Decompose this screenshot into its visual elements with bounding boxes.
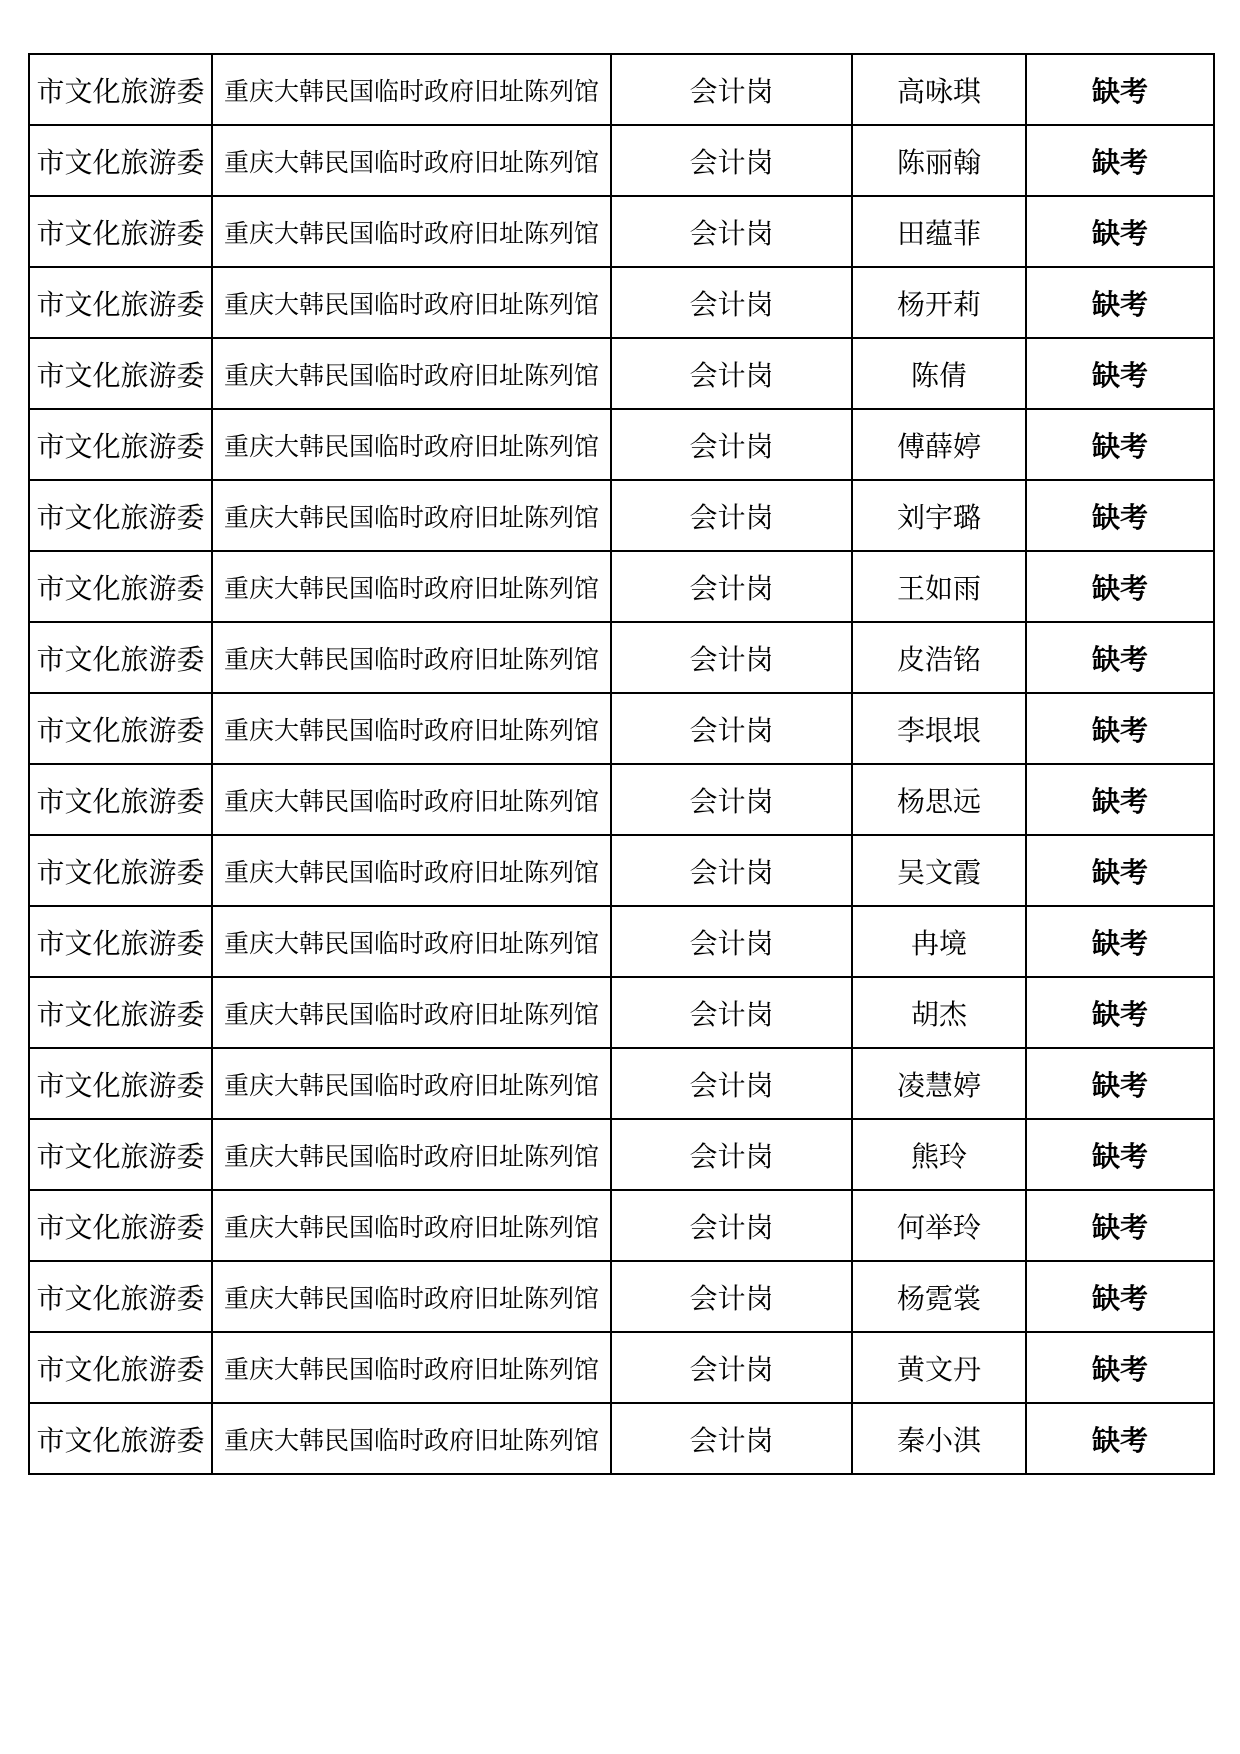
unit-cell: 重庆大韩民国临时政府旧址陈列馆: [212, 835, 611, 906]
candidate-name-cell: 皮浩铭: [852, 622, 1026, 693]
table-row: [29, 551, 1214, 622]
department-cell: 市文化旅游委: [29, 622, 212, 693]
position-cell: 会计岗: [611, 835, 852, 906]
status-cell: 缺考: [1026, 551, 1214, 622]
status-cell: 缺考: [1026, 1119, 1214, 1190]
position-cell: 会计岗: [611, 267, 852, 338]
table-row: [29, 1403, 1214, 1474]
unit-cell: 重庆大韩民国临时政府旧址陈列馆: [212, 1048, 611, 1119]
department-cell: 市文化旅游委: [29, 1403, 212, 1474]
candidate-name-cell: 杨开莉: [852, 267, 1026, 338]
position-cell: 会计岗: [611, 480, 852, 551]
department-cell: 市文化旅游委: [29, 1190, 212, 1261]
candidate-name-cell: 陈丽翰: [852, 125, 1026, 196]
position-cell: 会计岗: [611, 125, 852, 196]
position-cell: 会计岗: [611, 551, 852, 622]
table-row: [29, 338, 1214, 409]
unit-cell: 重庆大韩民国临时政府旧址陈列馆: [212, 480, 611, 551]
department-cell: 市文化旅游委: [29, 835, 212, 906]
position-cell: 会计岗: [611, 1403, 852, 1474]
unit-cell: 重庆大韩民国临时政府旧址陈列馆: [212, 693, 611, 764]
department-cell: 市文化旅游委: [29, 480, 212, 551]
position-cell: 会计岗: [611, 1332, 852, 1403]
department-cell: 市文化旅游委: [29, 906, 212, 977]
unit-cell: 重庆大韩民国临时政府旧址陈列馆: [212, 977, 611, 1048]
table-row: [29, 622, 1214, 693]
status-cell: 缺考: [1026, 409, 1214, 480]
status-cell: 缺考: [1026, 1190, 1214, 1261]
candidate-name-cell: 陈倩: [852, 338, 1026, 409]
department-cell: 市文化旅游委: [29, 54, 212, 125]
absence-roster-table: [28, 53, 1215, 1475]
department-cell: 市文化旅游委: [29, 1261, 212, 1332]
table-row: [29, 977, 1214, 1048]
status-cell: 缺考: [1026, 1048, 1214, 1119]
unit-cell: 重庆大韩民国临时政府旧址陈列馆: [212, 1261, 611, 1332]
status-cell: 缺考: [1026, 1403, 1214, 1474]
position-cell: 会计岗: [611, 1261, 852, 1332]
table-row: [29, 196, 1214, 267]
unit-cell: 重庆大韩民国临时政府旧址陈列馆: [212, 54, 611, 125]
candidate-name-cell: 傅薛婷: [852, 409, 1026, 480]
status-cell: 缺考: [1026, 622, 1214, 693]
status-cell: 缺考: [1026, 1261, 1214, 1332]
table-row: [29, 267, 1214, 338]
unit-cell: 重庆大韩民国临时政府旧址陈列馆: [212, 409, 611, 480]
candidate-name-cell: 何举玲: [852, 1190, 1026, 1261]
position-cell: 会计岗: [611, 54, 852, 125]
position-cell: 会计岗: [611, 693, 852, 764]
unit-cell: 重庆大韩民国临时政府旧址陈列馆: [212, 1403, 611, 1474]
candidate-name-cell: 冉境: [852, 906, 1026, 977]
status-cell: 缺考: [1026, 338, 1214, 409]
candidate-name-cell: 田蕴菲: [852, 196, 1026, 267]
department-cell: 市文化旅游委: [29, 1332, 212, 1403]
table-row: [29, 1332, 1214, 1403]
candidate-name-cell: 刘宇璐: [852, 480, 1026, 551]
department-cell: 市文化旅游委: [29, 764, 212, 835]
unit-cell: 重庆大韩民国临时政府旧址陈列馆: [212, 338, 611, 409]
candidate-name-cell: 王如雨: [852, 551, 1026, 622]
unit-cell: 重庆大韩民国临时政府旧址陈列馆: [212, 1190, 611, 1261]
position-cell: 会计岗: [611, 196, 852, 267]
candidate-name-cell: 秦小淇: [852, 1403, 1026, 1474]
position-cell: 会计岗: [611, 338, 852, 409]
candidate-name-cell: 李垠垠: [852, 693, 1026, 764]
table-row: [29, 1261, 1214, 1332]
status-cell: 缺考: [1026, 977, 1214, 1048]
candidate-name-cell: 高咏琪: [852, 54, 1026, 125]
status-cell: 缺考: [1026, 125, 1214, 196]
status-cell: 缺考: [1026, 54, 1214, 125]
department-cell: 市文化旅游委: [29, 1119, 212, 1190]
candidate-name-cell: 熊玲: [852, 1119, 1026, 1190]
department-cell: 市文化旅游委: [29, 551, 212, 622]
candidate-name-cell: 黄文丹: [852, 1332, 1026, 1403]
department-cell: 市文化旅游委: [29, 1048, 212, 1119]
position-cell: 会计岗: [611, 1190, 852, 1261]
table-row: [29, 906, 1214, 977]
table-row: [29, 1048, 1214, 1119]
table-row: [29, 409, 1214, 480]
status-cell: 缺考: [1026, 196, 1214, 267]
status-cell: 缺考: [1026, 1332, 1214, 1403]
table-row: [29, 835, 1214, 906]
position-cell: 会计岗: [611, 409, 852, 480]
status-cell: 缺考: [1026, 906, 1214, 977]
table-row: [29, 764, 1214, 835]
department-cell: 市文化旅游委: [29, 977, 212, 1048]
department-cell: 市文化旅游委: [29, 267, 212, 338]
table-row: [29, 125, 1214, 196]
status-cell: 缺考: [1026, 693, 1214, 764]
department-cell: 市文化旅游委: [29, 409, 212, 480]
candidate-name-cell: 杨霓裳: [852, 1261, 1026, 1332]
candidate-name-cell: 杨思远: [852, 764, 1026, 835]
position-cell: 会计岗: [611, 622, 852, 693]
unit-cell: 重庆大韩民国临时政府旧址陈列馆: [212, 1119, 611, 1190]
table-row: [29, 480, 1214, 551]
unit-cell: 重庆大韩民国临时政府旧址陈列馆: [212, 764, 611, 835]
status-cell: 缺考: [1026, 835, 1214, 906]
unit-cell: 重庆大韩民国临时政府旧址陈列馆: [212, 906, 611, 977]
unit-cell: 重庆大韩民国临时政府旧址陈列馆: [212, 622, 611, 693]
unit-cell: 重庆大韩民国临时政府旧址陈列馆: [212, 196, 611, 267]
table-row: [29, 693, 1214, 764]
department-cell: 市文化旅游委: [29, 196, 212, 267]
status-cell: 缺考: [1026, 267, 1214, 338]
unit-cell: 重庆大韩民国临时政府旧址陈列馆: [212, 125, 611, 196]
position-cell: 会计岗: [611, 977, 852, 1048]
candidate-name-cell: 凌慧婷: [852, 1048, 1026, 1119]
position-cell: 会计岗: [611, 764, 852, 835]
candidate-name-cell: 吴文霞: [852, 835, 1026, 906]
table-row: [29, 1190, 1214, 1261]
department-cell: 市文化旅游委: [29, 693, 212, 764]
status-cell: 缺考: [1026, 480, 1214, 551]
position-cell: 会计岗: [611, 906, 852, 977]
roster-body: [29, 54, 1214, 1474]
unit-cell: 重庆大韩民国临时政府旧址陈列馆: [212, 1332, 611, 1403]
table-row: [29, 1119, 1214, 1190]
department-cell: 市文化旅游委: [29, 125, 212, 196]
position-cell: 会计岗: [611, 1119, 852, 1190]
candidate-name-cell: 胡杰: [852, 977, 1026, 1048]
unit-cell: 重庆大韩民国临时政府旧址陈列馆: [212, 551, 611, 622]
table-row: [29, 54, 1214, 125]
position-cell: 会计岗: [611, 1048, 852, 1119]
unit-cell: 重庆大韩民国临时政府旧址陈列馆: [212, 267, 611, 338]
department-cell: 市文化旅游委: [29, 338, 212, 409]
status-cell: 缺考: [1026, 764, 1214, 835]
